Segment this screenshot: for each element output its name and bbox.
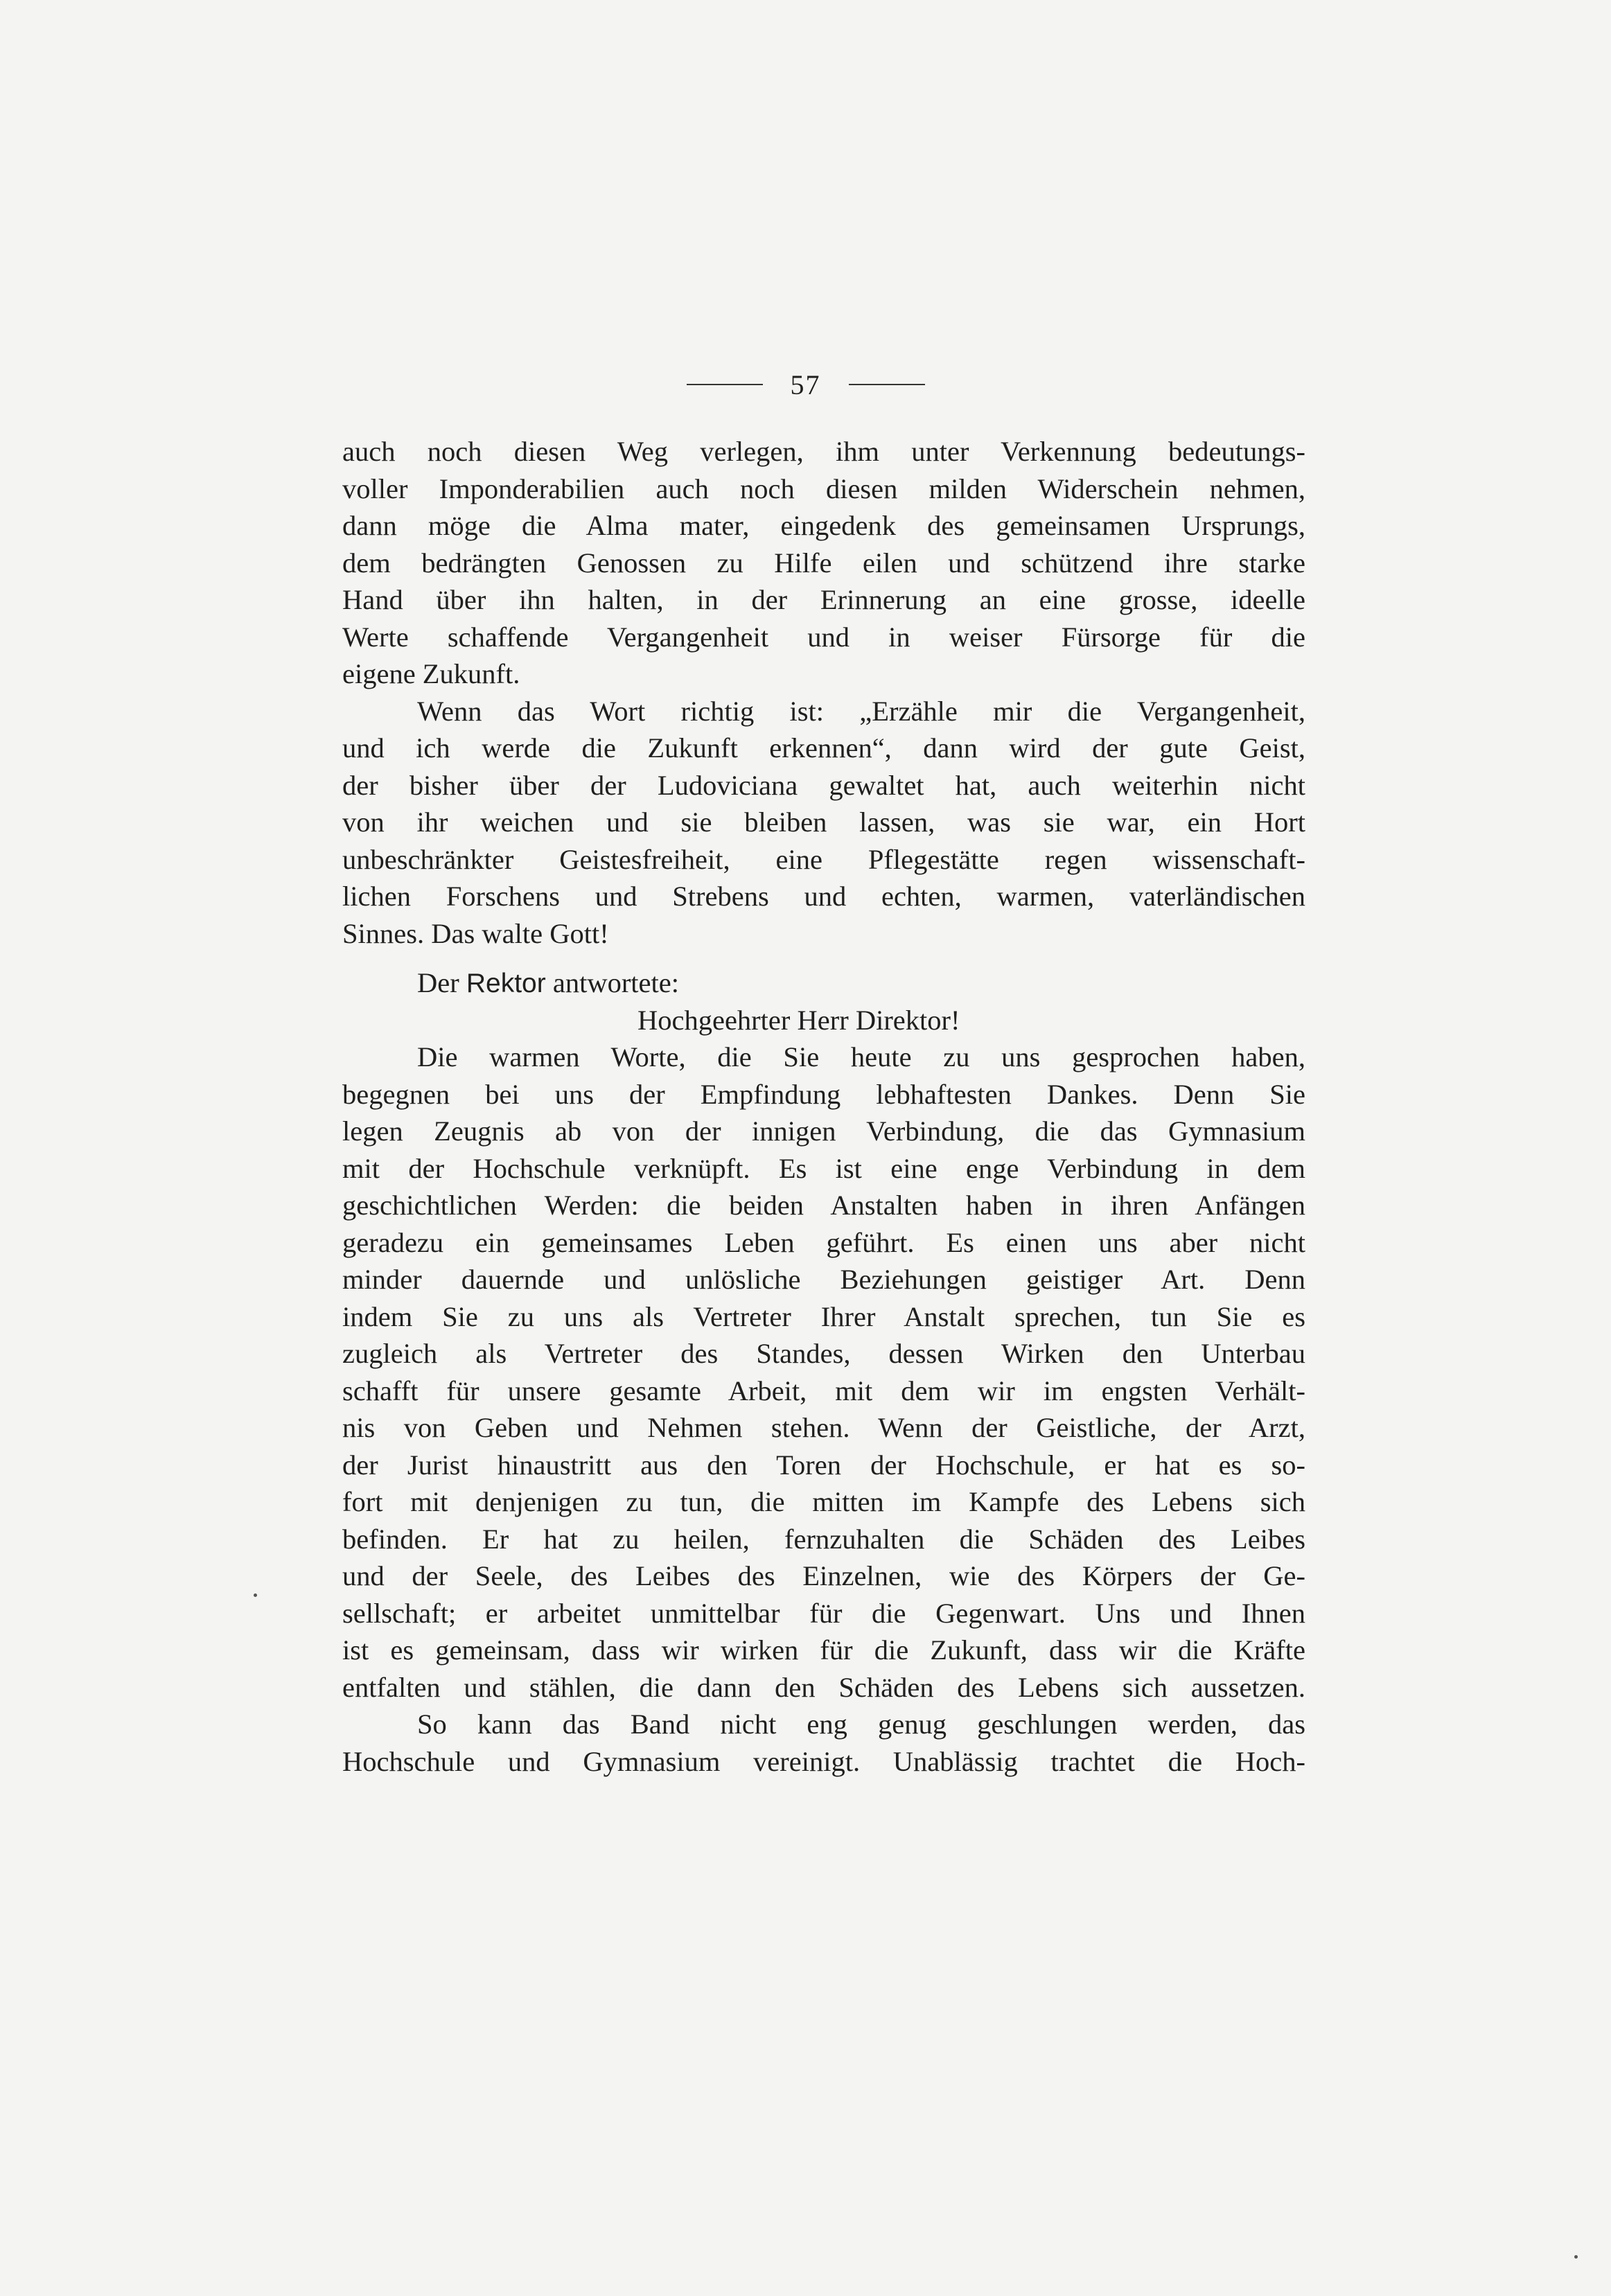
text-line: legen Zeugnis ab von der innigen Verbindung, die das Gymnasium [342,1115,1305,1147]
text-line: entfalten und stählen, die dann den Schäden des Lebens sich aussetzen. [342,1671,1305,1703]
text-line: der bisher über der Ludoviciana gewaltet hat, auch weiterhin nicht [342,769,1305,801]
scan-speck [1574,2255,1578,2259]
text-line: indem Sie zu uns als Vertreter Ihrer Anstalt sprechen, tun Sie es [342,1300,1305,1332]
speaker-suffix: antwortete: [552,967,680,998]
paragraph-gap [342,952,1305,964]
paragraph-3 [342,1039,1305,1706]
page-header [0,360,1611,409]
header-rule-right [849,384,925,385]
text-line: Werte schaffende Vergangenheit und in weiser Fürsorge für die [342,621,1305,653]
text-line: geschichtlichen Werden: die beiden Anstalten haben in ihren Anfängen [342,1190,1305,1221]
text-line: auch noch diesen Weg verlegen, ihm unter Verkennung bedeutungs- [342,436,1305,467]
text-line: und ich werde die Zukunft erkennen“, dann wird der gute Geist, [342,732,1305,763]
text-line: der Jurist hinaustritt aus den Toren der Hochschule, er hat es so- [342,1449,1305,1481]
text-line: ist es gemeinsam, dass wir wirken für die Zukunft, dass wir die Kräfte [342,1634,1305,1666]
text-line: geradezu ein gemeinsames Leben geführt. Es einen uns aber nicht [342,1226,1305,1258]
paragraph-2 [342,693,1305,953]
text-line: lichen Forschens und Strebens und echten, warmen, vaterländischen [342,881,1305,912]
header-rule-left [687,384,763,385]
text-line: So kann das Band nicht eng genug geschlungen werden, das [417,1708,1305,1740]
text-line: von ihr weichen und sie bleiben lassen, was sie war, ein Hort [342,806,1305,838]
text-line: dem bedrängten Genossen zu Hilfe eilen und schützend ihre starke [342,547,1305,579]
salutation: Hochgeehrter Herr Direktor! [637,1004,960,1036]
text-line: eigene Zukunft. [342,658,520,689]
text-line: nis von Geben und Nehmen stehen. Wenn der Geistliche, der Arzt, [342,1412,1305,1443]
text-line: Hochschule und Gymnasium vereinigt. Unablässig trachtet die Hoch- [342,1745,1305,1777]
text-line: schafft für unsere gesamte Arbeit, mit dem wir im engsten Verhält- [342,1375,1305,1406]
text-line: Wenn das Wort richtig ist: „Erzähle mir die Vergangenheit, [417,695,1305,727]
text-line: Die warmen Worte, die Sie heute zu uns gesprochen haben, [417,1041,1305,1072]
paragraph-1 [342,433,1305,693]
text-line: voller Imponderabilien auch noch diesen milden Widerschein nehmen, [342,473,1305,504]
text-line: Hand über ihn halten, in der Erinnerung an eine grosse, ideelle [342,584,1305,615]
speaker-line [342,964,1305,1002]
text-line: sellschaft; er arbeitet unmittelbar für die Gegenwart. Uns und Ihnen [342,1597,1305,1629]
text-line: und der Seele, des Leibes des Einzelnen, wie des Körpers der Ge- [342,1560,1305,1591]
text-line: befinden. Er hat zu heilen, fernzuhalten die Schäden des Leibes [342,1523,1305,1555]
body-text [342,433,1305,1780]
scan-speck [254,1593,257,1597]
text-line: begegnen bei uns der Empfindung lebhaftesten Dankes. Denn Sie [342,1078,1305,1110]
page-number: 57 [790,369,821,400]
text-line: fort mit denjenigen zu tun, die mitten im Kampfe des Lebens sich [342,1486,1305,1517]
text-line: zugleich als Vertreter des Standes, dessen Wirken den Unterbau [342,1338,1305,1369]
text-line: unbeschränkter Geistesfreiheit, eine Pflegestätte regen wissenschaft- [342,843,1305,875]
text-line: Sinnes. Das walte Gott! [342,917,609,949]
text-line: dann möge die Alma mater, eingedenk des gemeinsamen Ursprungs, [342,510,1305,541]
text-line: mit der Hochschule verknüpft. Es ist eine enge Verbindung in dem [342,1152,1305,1184]
text-line: minder dauernde und unlösliche Beziehungen geistiger Art. Denn [342,1264,1305,1295]
speaker-name: Rektor [466,969,546,998]
speaker-prefix: Der [417,967,459,998]
paragraph-4 [342,1706,1305,1780]
